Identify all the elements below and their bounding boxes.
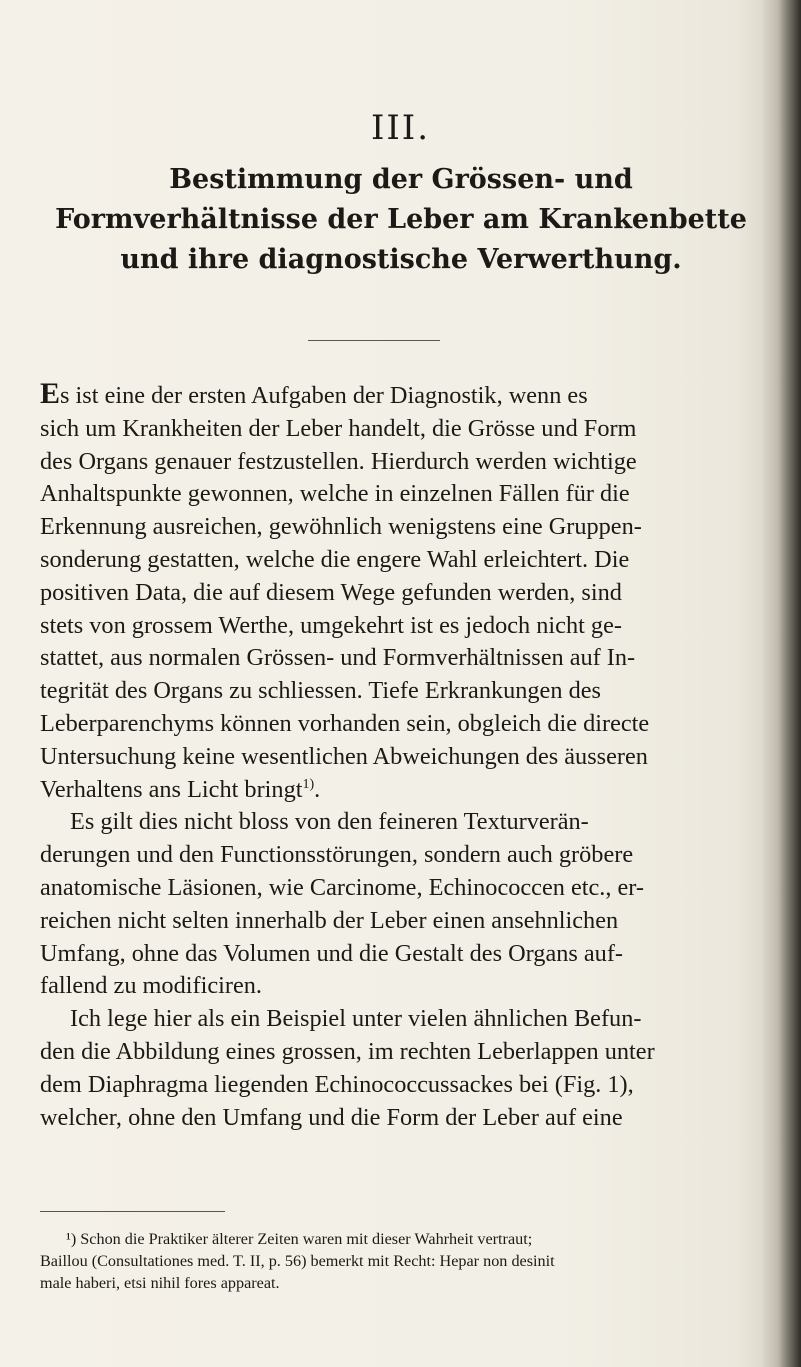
- footnote-divider: [40, 1211, 225, 1212]
- footnote-line: male haberi, etsi nihil fores appareat.: [40, 1274, 280, 1292]
- chapter-number: III.: [370, 108, 431, 148]
- body-line: Es ist eine der ersten Aufgaben der Diagnostik, wenn es: [40, 377, 588, 410]
- chapter-title-line: und ihre diagnostische Verwerthung.: [120, 244, 682, 275]
- footnote: [40, 1228, 778, 1294]
- footnote-reference: 1): [302, 776, 315, 792]
- footnote-line: ¹) Schon die Praktiker älterer Zeiten waren mit dieser Wahrheit vertraut;: [66, 1230, 533, 1248]
- body-line: des Organs genauer festzustellen. Hierdurch werden wichtige: [40, 447, 637, 475]
- body-line: reichen nicht selten innerhalb der Leber einen ansehnlichen: [40, 906, 619, 934]
- chapter-title-line: Formverhältnisse der Leber am Krankenbette: [55, 204, 747, 235]
- body-line: stets von grossem Werthe, umgekehrt ist es jedoch nicht ge-: [40, 611, 622, 639]
- title-divider: [308, 340, 440, 341]
- body-line: Verhaltens ans Licht bringt$^{1)}$.: [40, 775, 321, 803]
- body-line: Es gilt dies nicht bloss von den feineren Texturverän-: [70, 808, 589, 836]
- body-line: Ich lege hier als ein Beispiel unter vielen ähnlichen Befun-: [70, 1005, 642, 1033]
- body-line: fallend zu modificiren.: [40, 972, 262, 1000]
- body-line: stattet, aus normalen Grössen- und Formverhältnissen auf In-: [40, 644, 636, 672]
- body-line: anatomische Läsionen, wie Carcinome, Echinococcen etc., er-: [40, 873, 644, 901]
- initial-letter: E: [40, 377, 61, 410]
- chapter-title-line: Bestimmung der Grössen- und: [169, 164, 633, 195]
- body-line: Anhaltspunkte gewonnen, welche in einzelnen Fällen für die: [40, 480, 630, 508]
- footnote-line: Baillou (Consultationes med. T. II, p. 56) bemerkt mit Recht: Hepar non desinit: [40, 1252, 555, 1270]
- body-line: derungen und den Functionsstörungen, sondern auch gröbere: [40, 841, 634, 869]
- body-line: Umfang, ohne das Volumen und die Gestalt des Organs auf-: [40, 939, 624, 967]
- body-line: welcher, ohne den Umfang und die Form der Leber auf eine: [40, 1103, 623, 1131]
- body-line: dem Diaphragma liegenden Echinococcussackes bei (Fig. 1),: [40, 1070, 634, 1098]
- body-line: positiven Data, die auf diesem Wege gefunden werden, sind: [40, 578, 622, 606]
- body-line: sich um Krankheiten der Leber handelt, die Grösse und Form: [40, 414, 637, 442]
- body-line: Leberparenchyms können vorhanden sein, obgleich die directe: [40, 709, 650, 737]
- chapter-title: [40, 160, 762, 280]
- body-line: Untersuchung keine wesentlichen Abweichungen des äusseren: [40, 742, 648, 770]
- body-line: den die Abbildung eines grossen, im rechten Leberlappen unter: [40, 1037, 655, 1065]
- body-line: Erkennung ausreichen, gewöhnlich wenigstens eine Gruppen-: [40, 513, 642, 541]
- body-line: sonderung gestatten, welche die engere Wahl erleichtert. Die: [40, 545, 630, 573]
- body-line: tegrität des Organs zu schliessen. Tiefe Erkrankungen des: [40, 677, 601, 705]
- body-text: [40, 378, 778, 1134]
